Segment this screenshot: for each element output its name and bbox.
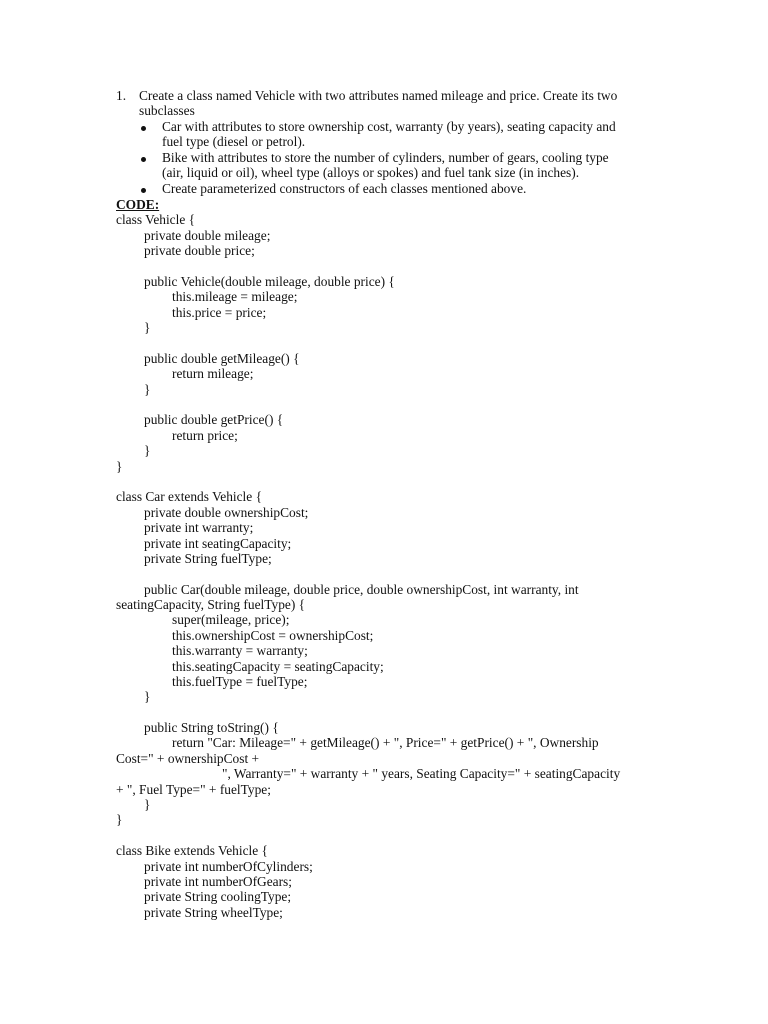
bullet-icon <box>141 126 146 131</box>
code-line: } <box>144 797 151 812</box>
code-line: this.ownershipCost = ownershipCost; <box>172 628 374 643</box>
code-line: this.warranty = warranty; <box>172 643 308 658</box>
code-line: return mileage; <box>172 366 254 381</box>
code-line: private double mileage; <box>144 228 271 243</box>
code-line: public Vehicle(double mileage, double price) { <box>144 274 395 289</box>
bullet-icon <box>141 188 146 193</box>
code-line: } <box>144 320 151 335</box>
code-line: } <box>144 382 151 397</box>
code-line: } <box>116 812 123 827</box>
bullet-2-line-1: Bike with attributes to store the number of cylinders, number of gears, cooling type <box>162 150 609 165</box>
code-label: CODE: <box>116 197 160 212</box>
bullet-1-line-1: Car with attributes to store ownership cost, warranty (by years), seating capacity and <box>162 119 616 134</box>
code-line: this.fuelType = fuelType; <box>172 674 308 689</box>
code-line: return price; <box>172 428 238 443</box>
code-line: seatingCapacity, String fuelType) { <box>116 597 306 612</box>
code-line: public String toString() { <box>144 720 279 735</box>
question-intro-line-2: subclasses <box>139 103 195 118</box>
code-line: private String wheelType; <box>144 905 283 920</box>
code-line: private int numberOfGears; <box>144 874 292 889</box>
code-line: class Bike extends Vehicle { <box>116 843 268 858</box>
question-intro-line-1: Create a class named Vehicle with two attributes named mileage and price. Create its two <box>139 88 618 103</box>
code-line: this.mileage = mileage; <box>172 289 298 304</box>
code-line: private int warranty; <box>144 520 254 535</box>
code-line: } <box>144 689 151 704</box>
bullet-2-line-2: (air, liquid or oil), wheel type (alloys or spokes) and fuel tank size (in inches). <box>162 165 580 180</box>
code-line: Cost=" + ownershipCost + <box>116 751 260 766</box>
code-line: return "Car: Mileage=" + getMileage() + ", Price=" + getPrice() + ", Ownership <box>172 735 599 750</box>
code-line: this.seatingCapacity = seatingCapacity; <box>172 659 384 674</box>
question-number: 1. <box>116 88 127 103</box>
code-line: public double getPrice() { <box>144 412 284 427</box>
code-line: private int numberOfCylinders; <box>144 859 313 874</box>
code-line: + ", Fuel Type=" + fuelType; <box>116 782 271 797</box>
code-line: this.price = price; <box>172 305 267 320</box>
code-line: private double price; <box>144 243 255 258</box>
code-line: class Car extends Vehicle { <box>116 489 262 504</box>
code-line: } <box>116 459 123 474</box>
code-line: } <box>144 443 151 458</box>
bullet-1-line-2: fuel type (diesel or petrol). <box>162 134 306 149</box>
bullet-3-line-1: Create parameterized constructors of each classes mentioned above. <box>162 181 527 196</box>
code-line: class Vehicle { <box>116 212 196 227</box>
code-line: ", Warranty=" + warranty + " years, Seating Capacity=" + seatingCapacity <box>222 766 621 781</box>
code-line: private String coolingType; <box>144 889 292 904</box>
code-line: private double ownershipCost; <box>144 505 309 520</box>
code-line: super(mileage, price); <box>172 612 290 627</box>
code-line: public double getMileage() { <box>144 351 300 366</box>
bullet-icon <box>141 157 146 162</box>
code-line: private String fuelType; <box>144 551 272 566</box>
code-line: public Car(double mileage, double price, double ownershipCost, int warranty, int <box>144 582 579 597</box>
code-line: private int seatingCapacity; <box>144 536 292 551</box>
